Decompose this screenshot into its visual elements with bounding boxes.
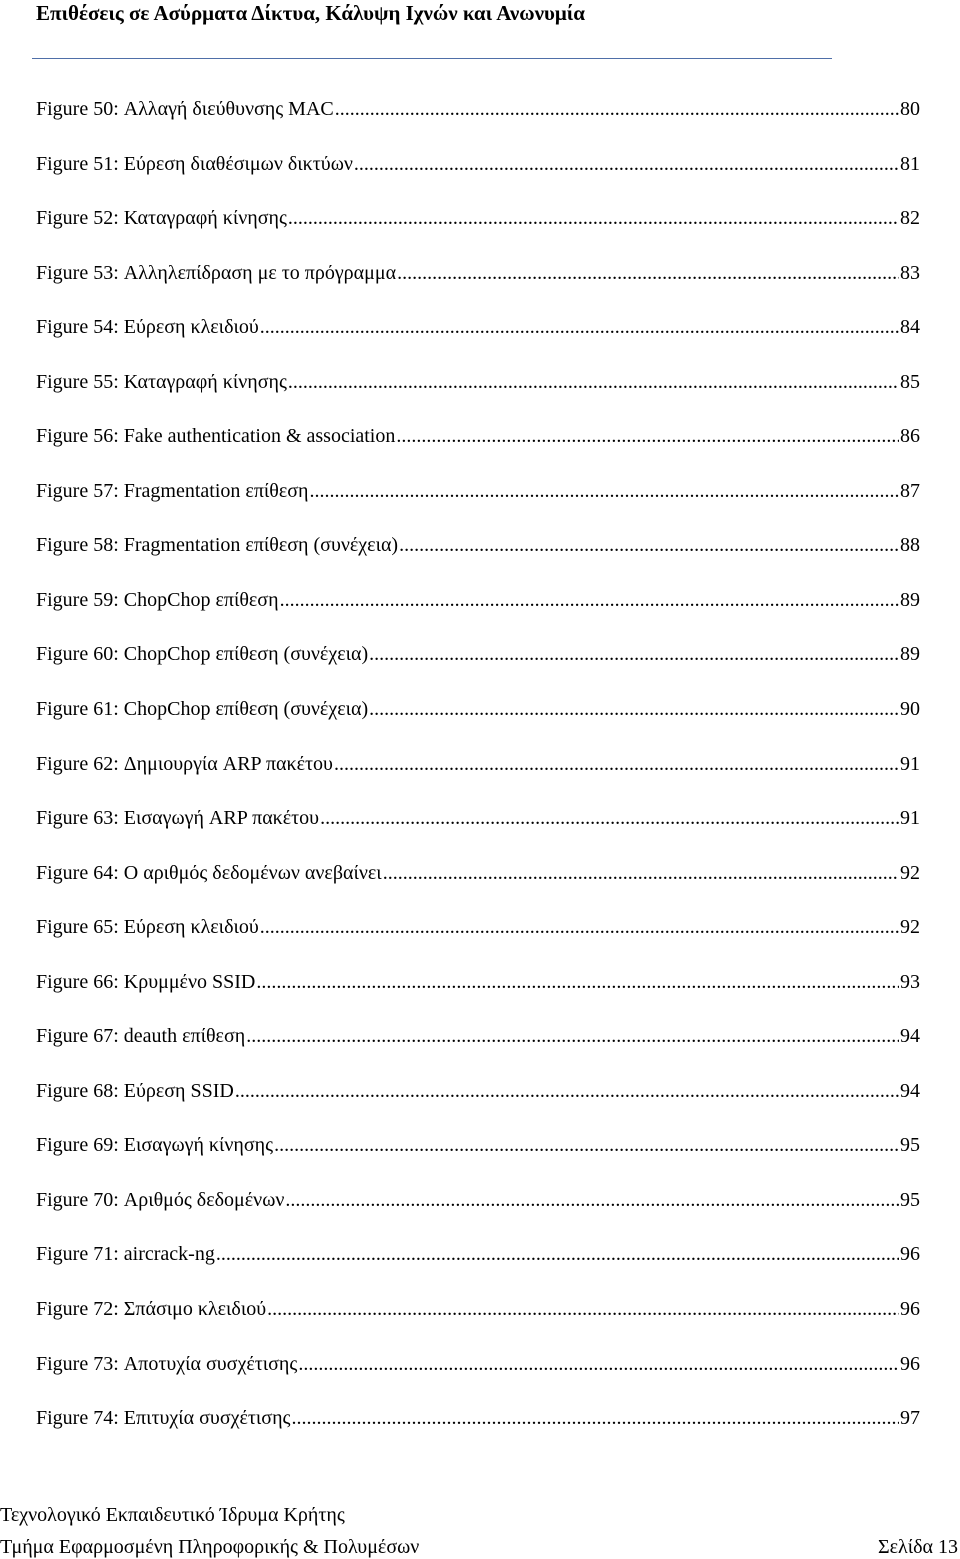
toc-entry-title: Figure 59: ChopChop επίθεση <box>36 588 279 611</box>
dot-leader <box>246 1018 899 1054</box>
page-header-title: Επιθέσεις σε Ασύρματα Δίκτυα, Κάλυψη Ιχνών και Ανωνυμία <box>36 1 586 25</box>
toc-entry[interactable] <box>36 255 920 310</box>
dot-leader <box>369 636 899 672</box>
toc-entry[interactable] <box>36 1127 920 1182</box>
toc-entry-page: 92 <box>900 916 920 939</box>
dot-leader <box>396 418 899 454</box>
toc-entry-page: 89 <box>900 588 920 611</box>
toc-entry-page: 92 <box>900 861 920 884</box>
toc-entry-title: Figure 55: Καταγραφή κίνησης <box>36 370 287 393</box>
toc-entry-title: Figure 62: Δημιουργία ARP πακέτου <box>36 752 333 775</box>
toc-entry-page: 97 <box>900 1407 920 1430</box>
toc-entry-title: Figure 66: Κρυμμένο SSID <box>36 970 256 993</box>
toc-entry-title: Figure 68: Εύρεση SSID <box>36 1079 234 1102</box>
toc-entry[interactable] <box>36 1400 920 1455</box>
toc-entry-title: Figure 58: Fragmentation επίθεση (συνέχεια) <box>36 534 399 557</box>
toc-entry-page: 89 <box>900 643 920 666</box>
toc-entry-title: Figure 63: Εισαγωγή ARP πακέτου <box>36 807 320 830</box>
toc-entry-title: Figure 65: Εύρεση κλειδιού <box>36 916 259 939</box>
toc-entry[interactable] <box>36 1291 920 1346</box>
toc-entry[interactable] <box>36 1018 920 1073</box>
dot-leader <box>310 473 899 509</box>
toc-entry-page: 86 <box>900 425 920 448</box>
toc-entry[interactable] <box>36 964 920 1019</box>
toc-entry-title: Figure 69: Εισαγωγή κίνησης <box>36 1134 274 1157</box>
dot-leader <box>274 1127 899 1163</box>
toc-entry-page: 93 <box>900 970 920 993</box>
toc-entry-page: 91 <box>900 752 920 775</box>
toc-entry[interactable] <box>36 1182 920 1237</box>
toc-entry-title: Figure 51: Εύρεση διαθέσιμων δικτύων <box>36 152 353 175</box>
dot-leader <box>397 255 899 291</box>
toc-entry-page: 87 <box>900 479 920 502</box>
dot-leader <box>320 800 899 836</box>
toc-entry-title: Figure 72: Σπάσιμο κλειδιού <box>36 1298 267 1321</box>
dot-leader <box>260 309 899 345</box>
toc-entry-title: Figure 73: Αποτυχία συσχέτισης <box>36 1352 298 1375</box>
toc-entry-title: Figure 53: Αλληλεπίδραση με το πρόγραμμα <box>36 261 397 284</box>
dot-leader <box>334 746 899 782</box>
toc-entry-title: Figure 64: Ο αριθμός δεδομένων ανεβαίνει <box>36 861 382 884</box>
toc-entry[interactable] <box>36 473 920 528</box>
dot-leader <box>235 1073 899 1109</box>
toc-entry-title: Figure 61: ChopChop επίθεση (συνέχεια) <box>36 698 369 721</box>
dot-leader <box>369 691 899 727</box>
toc-entry-page: 94 <box>900 1079 920 1102</box>
toc-entry-title: Figure 52: Καταγραφή κίνησης <box>36 207 287 230</box>
toc-entry[interactable] <box>36 691 920 746</box>
dot-leader <box>291 1400 899 1436</box>
toc-entry[interactable] <box>36 309 920 364</box>
dot-leader <box>383 855 899 891</box>
toc-entry-title: Figure 74: Επιτυχία συσχέτισης <box>36 1407 291 1430</box>
toc-entry-title: Figure 50: Αλλαγή διεύθυνσης MAC <box>36 98 334 120</box>
toc-entry-page: 90 <box>900 698 920 721</box>
toc-entry-page: 84 <box>900 316 920 339</box>
toc-entry[interactable] <box>36 746 920 801</box>
toc-entry-page: 96 <box>900 1352 920 1375</box>
dot-leader <box>288 364 899 400</box>
footer-institution: Τεχνολογικό Εκπαιδευτικό Ίδρυμα Κρήτης <box>0 1504 345 1526</box>
toc-entry-title: Figure 70: Αριθμός δεδομένων <box>36 1188 285 1211</box>
dot-leader <box>354 146 899 182</box>
toc-entry-page: 85 <box>900 370 920 393</box>
toc-entry-page: 82 <box>900 207 920 230</box>
dot-leader <box>288 200 899 236</box>
toc-entry-title: Figure 56: Fake authentication & association <box>36 425 396 448</box>
toc-entry[interactable] <box>36 91 920 146</box>
toc-entry-page: 80 <box>900 98 920 120</box>
toc-entry-title: Figure 71: aircrack-ng <box>36 1243 215 1266</box>
toc-entry[interactable] <box>36 200 920 255</box>
dot-leader <box>298 1346 899 1382</box>
dot-leader <box>335 91 899 127</box>
toc-entry[interactable] <box>36 527 920 582</box>
toc-entry-page: 88 <box>900 534 920 557</box>
dot-leader <box>256 964 899 1000</box>
toc-entry[interactable] <box>36 636 920 691</box>
toc-entry[interactable] <box>36 146 920 201</box>
toc-entry-page: 96 <box>900 1243 920 1266</box>
toc-entry[interactable] <box>36 909 920 964</box>
toc-entry-page: 83 <box>900 261 920 284</box>
dot-leader <box>285 1182 899 1218</box>
toc-entry-title: Figure 67: deauth επίθεση <box>36 1025 246 1048</box>
toc-entry-page: 91 <box>900 807 920 830</box>
toc-entry[interactable] <box>36 1073 920 1128</box>
toc-entry-page: 95 <box>900 1134 920 1157</box>
toc-entry[interactable] <box>36 364 920 419</box>
toc-entry-title: Figure 57: Fragmentation επίθεση <box>36 479 309 502</box>
toc-entry-page: 94 <box>900 1025 920 1048</box>
toc-entry[interactable] <box>36 855 920 910</box>
toc-entry-page: 96 <box>900 1298 920 1321</box>
footer-page-number: Σελίδα 13 <box>877 1536 958 1558</box>
toc-entry-page: 95 <box>900 1188 920 1211</box>
dot-leader <box>267 1291 899 1327</box>
dot-leader <box>399 527 899 563</box>
dot-leader <box>216 1236 899 1272</box>
toc-entry[interactable] <box>36 800 920 855</box>
toc-entry[interactable] <box>36 1346 920 1401</box>
toc-entry[interactable] <box>36 582 920 637</box>
list-of-figures <box>36 91 920 1455</box>
toc-entry-title: Figure 60: ChopChop επίθεση (συνέχεια) <box>36 643 369 666</box>
dot-leader <box>260 909 899 945</box>
header-divider <box>32 58 832 59</box>
toc-entry-title: Figure 54: Εύρεση κλειδιού <box>36 316 259 339</box>
dot-leader <box>280 582 899 618</box>
toc-entry[interactable] <box>36 418 920 473</box>
toc-entry-page: 81 <box>900 152 920 175</box>
footer-department: Τμήμα Εφαρμοσμένη Πληροφορικής & Πολυμέσων <box>0 1536 420 1558</box>
toc-entry[interactable] <box>36 1236 920 1291</box>
